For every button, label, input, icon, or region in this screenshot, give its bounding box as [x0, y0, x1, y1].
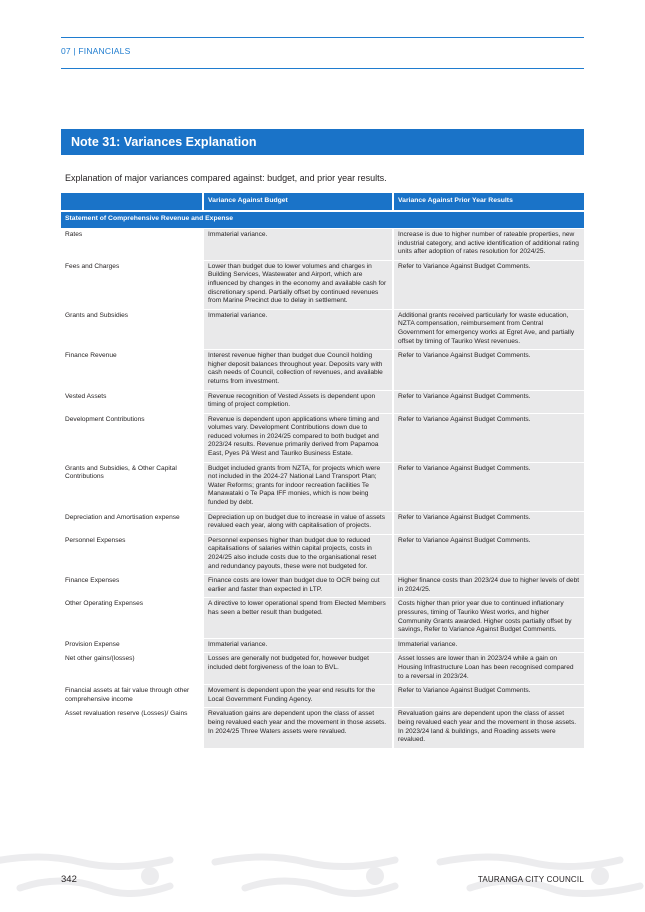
table-row	[61, 413, 584, 462]
row-prior-year-variance: Refer to Variance Against Budget Comments.	[393, 685, 584, 708]
row-item: Grants and Subsidies, & Other Capital Contributions	[61, 462, 203, 511]
table-row	[61, 390, 584, 413]
table-row	[61, 229, 584, 261]
page-number: 342	[61, 874, 77, 885]
row-budget-variance: Immaterial variance.	[203, 229, 393, 261]
row-prior-year-variance: Refer to Variance Against Budget Comments.	[393, 534, 584, 574]
table-row	[61, 575, 584, 598]
table-row	[61, 350, 584, 390]
row-item: Personnel Expenses	[61, 534, 203, 574]
section-row	[61, 211, 584, 229]
variances-table	[61, 193, 584, 748]
row-prior-year-variance: Increase is due to higher number of rateable properties, new industrial category, and active identification of additional rating units after adoption of rates resolution for 2024/25.	[393, 229, 584, 261]
row-budget-variance: Revaluation gains are dependent upon the class of asset being revalued each year and the movement in those assets. In 2024/25 Three Waters assets were revalued.	[203, 708, 393, 748]
table-row	[61, 598, 584, 638]
row-budget-variance: Personnel expenses higher than budget due to reduced capitalisations of salaries within capital projects, costs in 2024/25 also include costs due to the organisational reset and redundancy payouts, these were not budgeted for.	[203, 534, 393, 574]
row-prior-year-variance: Refer to Variance Against Budget Comments.	[393, 413, 584, 462]
row-prior-year-variance: Revaluation gains are dependent upon the class of asset being revalued each year and the movement in those assets. In 2023/24 land & buildings, and Roading assets were revalued.	[393, 708, 584, 748]
council-name: TAURANGA CITY COUNCIL	[477, 875, 584, 884]
row-item: Finance Revenue	[61, 350, 203, 390]
row-item: Grants and Subsidies	[61, 309, 203, 349]
row-budget-variance: Depreciation up on budget due to increase in value of assets revalued each year, along with capitalisation of projects.	[203, 511, 393, 534]
table-row	[61, 511, 584, 534]
row-budget-variance: Immaterial variance.	[203, 309, 393, 349]
row-prior-year-variance: Costs higher than prior year due to continued inflationary pressures, timing of Tauriko West works, and higher Community Grants awarded. Higher costs partially offset by savings, Refer to Variance Against Budget Comments.	[393, 598, 584, 638]
row-budget-variance: Immaterial variance.	[203, 638, 393, 653]
row-budget-variance: Revenue recognition of Vested Assets is dependent upon timing of project completion.	[203, 390, 393, 413]
note-title-bar	[61, 129, 584, 155]
row-item: Depreciation and Amortisation expense	[61, 511, 203, 534]
header-variance-budget: Variance Against Budget	[203, 193, 393, 211]
table-row	[61, 260, 584, 309]
row-prior-year-variance: Refer to Variance Against Budget Comments.	[393, 462, 584, 511]
row-prior-year-variance: Refer to Variance Against Budget Comments.	[393, 350, 584, 390]
row-prior-year-variance: Immaterial variance.	[393, 638, 584, 653]
row-prior-year-variance: Refer to Variance Against Budget Comments.	[393, 511, 584, 534]
row-item: Development Contributions	[61, 413, 203, 462]
row-budget-variance: Movement is dependent upon the year end results for the Local Government Funding Agency.	[203, 685, 393, 708]
row-item: Finance Expenses	[61, 575, 203, 598]
intro-text: Explanation of major variances compared against: budget, and prior year results.	[65, 173, 387, 183]
row-item: Other Operating Expenses	[61, 598, 203, 638]
row-prior-year-variance: Refer to Variance Against Budget Comments.	[393, 390, 584, 413]
table-row	[61, 638, 584, 653]
row-item: Provision Expense	[61, 638, 203, 653]
table-header-row	[61, 193, 584, 211]
note-title: Note 31: Variances Explanation	[71, 135, 257, 149]
row-budget-variance: Revenue is dependent upon applications where timing and volumes vary. Development Contributions down due to reduced volumes in 2024/25 compared to both budget and 2023/24 results. Revenue primarily derived from Papamoa East, Pyes Pā West and Tauriko Business Estate.	[203, 413, 393, 462]
row-budget-variance: Finance costs are lower than budget due to OCR being cut earlier and faster than expected in LTP.	[203, 575, 393, 598]
table-row	[61, 534, 584, 574]
row-item: Asset revaluation reserve (Losses)/ Gains	[61, 708, 203, 748]
table-row	[61, 462, 584, 511]
row-budget-variance: Interest revenue higher than budget due Council holding higher deposit balances throughout year. Deposits vary with cash needs of Council, collection of revenues, and available returns from investment.	[203, 350, 393, 390]
table-row	[61, 685, 584, 708]
row-prior-year-variance: Refer to Variance Against Budget Comments.	[393, 260, 584, 309]
header-top-rule	[61, 37, 584, 38]
row-item: Rates	[61, 229, 203, 261]
section-title: Statement of Comprehensive Revenue and Expense	[61, 211, 584, 229]
table-row	[61, 653, 584, 685]
row-item: Fees and Charges	[61, 260, 203, 309]
row-budget-variance: A directive to lower operational spend from Elected Members has seen a better result than budgeted.	[203, 598, 393, 638]
section-label: 07 | FINANCIALS	[61, 46, 131, 56]
row-prior-year-variance: Asset losses are lower than in 2023/24 while a gain on Housing Infrastructure Loan has been recognised compared to a reversal in 2023/24.	[393, 653, 584, 685]
row-budget-variance: Budget included grants from NZTA, for projects which were not included in the 2024-27 National Land Transport Plan; Water Reforms; grants for indoor recreation facilities Te Manawataki o Te Papa IFF monies, which is now being funded by debt.	[203, 462, 393, 511]
header-variance-prior-year: Variance Against Prior Year Results	[393, 193, 584, 211]
header-item	[61, 193, 203, 211]
row-prior-year-variance: Higher finance costs than 2023/24 due to higher levels of debt in 2024/25.	[393, 575, 584, 598]
row-prior-year-variance: Additional grants received particularly for waste education, NZTA compensation, reimbursement from Central Government for emergency works at Egret Ave, and partially offset by timing of Tauriko West revenues.	[393, 309, 584, 349]
table-row	[61, 309, 584, 349]
row-item: Net other gains/(losses)	[61, 653, 203, 685]
header-bottom-rule	[61, 68, 584, 69]
row-item: Financial assets at fair value through other comprehensive income	[61, 685, 203, 708]
row-budget-variance: Losses are generally not budgeted for, however budget included debt forgiveness of the loan to BVL.	[203, 653, 393, 685]
row-budget-variance: Lower than budget due to lower volumes and charges in Building Services, Wastewater and Airport, which are influenced by changes in the economy and available cash for discretionary spend. Partially offset by continued revenues from Marine Precinct due to delay in settlement.	[203, 260, 393, 309]
row-item: Vested Assets	[61, 390, 203, 413]
table-row	[61, 708, 584, 748]
